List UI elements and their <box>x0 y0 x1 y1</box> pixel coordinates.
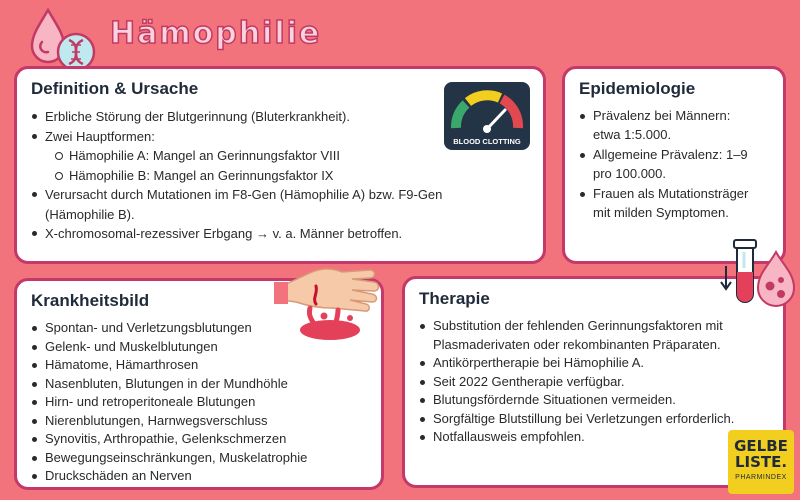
list-item: Blutungsfördernde Situationen vermeiden. <box>419 391 769 410</box>
brand-line-3: PHARMINDEX <box>735 474 787 481</box>
list-item: Druckschäden an Nerven <box>31 467 367 486</box>
list-item: Nierenblutungen, Harnwegsverschluss <box>31 412 367 431</box>
gelbe-liste-logo <box>728 430 794 494</box>
epidemiologie-heading: Epidemiologie <box>579 79 696 98</box>
list-item: Sorgfältige Blutstillung bei Verletzungen erforderlich. <box>419 410 769 429</box>
brand-line-1: GELBE <box>734 437 788 455</box>
test-tubes-icon <box>718 236 796 312</box>
list-item: Spontan- und Verletzungsblutungen <box>31 319 367 338</box>
brand-line-2: LISTE. <box>734 453 788 471</box>
list-item: Verursacht durch Mutationen im F8-Gen (Hämophilie A) bzw. F9-Gen (Hämophilie B). <box>31 185 529 224</box>
gauge-label: BLOOD CLOTTING <box>453 137 521 146</box>
therapie-list <box>419 317 769 447</box>
page-title: Hämophilie <box>110 16 322 51</box>
krankheitsbild-heading: Krankheitsbild <box>31 291 150 310</box>
list-item: Nasenbluten, Blutungen in der Mundhöhle <box>31 375 367 394</box>
list-item: Zwei Hauptformen: <box>31 127 529 147</box>
list-subitem: Hämophilie B: Mangel an Gerinnungsfaktor IX <box>31 166 529 186</box>
list-item: Synovitis, Arthropathie, Gelenkschmerzen <box>31 430 367 449</box>
list-item: Notfallausweis empfohlen. <box>419 428 769 447</box>
list-item: Frauen als Mutationsträger mit milden Symptomen. <box>579 185 761 222</box>
list-item: Antikörpertherapie bei Hämophilie A. <box>419 354 769 373</box>
blood-clotting-gauge-icon <box>442 80 532 152</box>
epidemiologie-card <box>562 66 786 264</box>
list-item: Hirn- und retroperitoneale Blutungen <box>31 393 367 412</box>
list-subitem: Hämophilie A: Mangel an Gerinnungsfaktor VIII <box>31 146 529 166</box>
therapie-heading: Therapie <box>419 289 490 308</box>
list-item: Erbliche Störung der Blutgerinnung (Bluterkrankheit). <box>31 107 529 127</box>
definition-heading: Definition & Ursache <box>31 79 199 98</box>
list-item: Bewegungseinschränkungen, Muskelatrophie <box>31 449 367 468</box>
list-item: Hämatome, Hämarthrosen <box>31 356 367 375</box>
list-item: Seit 2022 Gentherapie verfügbar. <box>419 373 769 392</box>
bleeding-hand-icon <box>272 264 382 344</box>
list-item: Prävalenz bei Männern: etwa 1:5.000. <box>579 107 761 144</box>
epidemiologie-list <box>579 107 769 222</box>
list-item: Gelenk- und Muskelblutungen <box>31 338 367 357</box>
list-item: X-chromosomal-rezessiver Erbgang → v. a. Männer betroffen. <box>31 224 529 244</box>
list-item: Substitution der fehlenden Gerinnungsfaktoren mit Plasmaderivaten oder rekombinanten Präparaten. <box>419 317 769 354</box>
list-item: Allgemeine Prävalenz: 1–9 pro 100.000. <box>579 146 761 183</box>
